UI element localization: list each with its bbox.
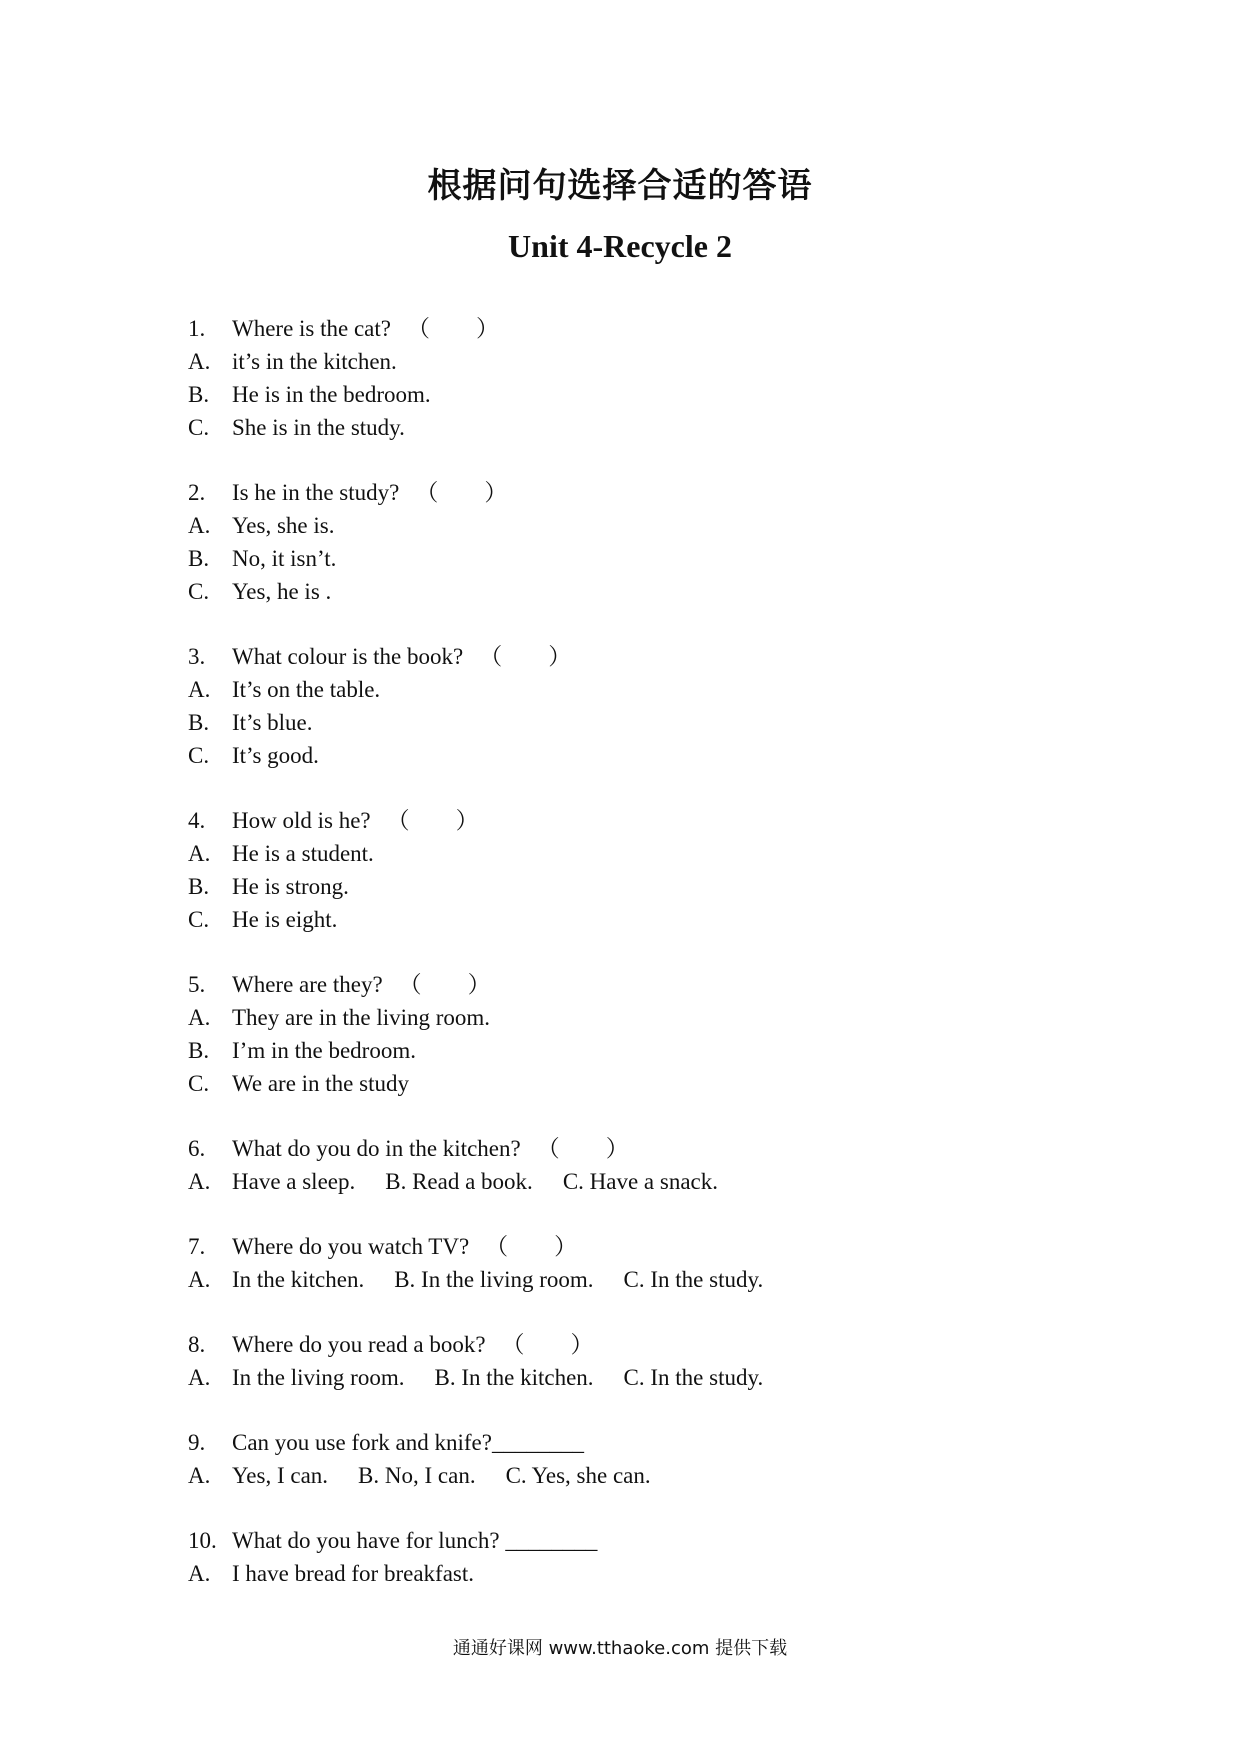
answer-blank[interactable]: （ ） <box>485 1234 578 1259</box>
question-number: 8. <box>188 1332 206 1357</box>
option-text: C. Yes, she can. <box>505 1463 651 1488</box>
answer-blank[interactable]: （ ） <box>407 316 499 341</box>
question-item <box>188 312 1088 444</box>
option-label: A. <box>188 1005 211 1030</box>
question-text: How old is he? <box>232 808 371 833</box>
option-line <box>188 575 1088 608</box>
option-line <box>188 739 1088 772</box>
question-number: 1. <box>188 316 206 341</box>
option-label: C. <box>188 907 210 932</box>
option-text: He is eight. <box>232 907 338 932</box>
question-line <box>188 1230 1088 1263</box>
question-item <box>188 1132 1088 1198</box>
option-text: They are in the living room. <box>232 1005 491 1030</box>
question-text: Where is the cat? <box>232 316 391 341</box>
option-text: C. In the study. <box>623 1267 764 1292</box>
option-line <box>188 1001 1088 1034</box>
option-line <box>188 706 1088 739</box>
option-text: No, it isn’t. <box>232 546 337 571</box>
page-title-chinese: 根据问句选择合适的答语 <box>427 166 813 206</box>
question-item <box>188 804 1088 936</box>
question-text: What do you have for lunch? ________ <box>232 1528 598 1553</box>
question-item <box>188 640 1088 772</box>
option-line <box>188 509 1088 542</box>
option-text: I’m in the bedroom. <box>232 1038 416 1063</box>
option-line <box>188 870 1088 903</box>
question-text: Where are they? <box>232 972 383 997</box>
option-text: He is strong. <box>232 874 349 899</box>
option-label: C. <box>188 743 210 768</box>
question-line <box>188 1132 1088 1165</box>
question-line <box>188 1524 1088 1557</box>
question-item <box>188 1426 1088 1492</box>
question-item <box>188 1524 1088 1590</box>
question-line <box>188 1328 1088 1361</box>
question-text: What do you do in the kitchen? <box>232 1136 521 1161</box>
question-text: Is he in the study? <box>232 480 400 505</box>
option-line <box>188 1557 1088 1590</box>
option-spacer <box>533 1165 563 1198</box>
option-spacer <box>404 1361 434 1394</box>
option-text: B. In the kitchen. <box>434 1365 594 1390</box>
option-line <box>188 1034 1088 1067</box>
option-text: It’s blue. <box>232 710 313 735</box>
question-number: 6. <box>188 1136 206 1161</box>
question-text: Where do you read a book? <box>232 1332 486 1357</box>
answer-blank[interactable]: （ ） <box>501 1332 594 1357</box>
option-text: In the living room. <box>232 1365 405 1390</box>
answer-blank[interactable]: （ ） <box>479 644 572 669</box>
option-text: it’s in the kitchen. <box>232 349 397 374</box>
option-spacer <box>364 1263 394 1296</box>
option-text: He is a student. <box>232 841 374 866</box>
option-label: C. <box>188 579 210 604</box>
option-spacer <box>594 1361 624 1394</box>
option-label: B. <box>188 546 210 571</box>
page-title-unit: Unit 4-Recycle 2 <box>508 228 732 264</box>
option-spacer <box>328 1459 358 1492</box>
question-item <box>188 476 1088 608</box>
question-item <box>188 1230 1088 1296</box>
option-line <box>188 345 1088 378</box>
option-text: It’s on the table. <box>232 677 381 702</box>
option-spacer <box>355 1165 385 1198</box>
option-text: In the kitchen. <box>232 1267 365 1292</box>
option-label: C. <box>188 415 210 440</box>
option-line <box>188 1067 1088 1100</box>
question-line <box>188 312 1088 345</box>
question-number: 10. <box>188 1528 217 1553</box>
question-line <box>188 1426 1088 1459</box>
inline-options-line <box>188 1361 1088 1394</box>
option-label: A. <box>188 349 211 374</box>
question-text: Where do you watch TV? <box>232 1234 470 1259</box>
question-item <box>188 1328 1088 1394</box>
option-label: A. <box>188 1561 211 1586</box>
question-line <box>188 968 1088 1001</box>
option-spacer <box>476 1459 506 1492</box>
option-label: A. <box>188 1463 211 1488</box>
footer-credit: 通通好课网 www.tthaoke.com 提供下载 <box>452 1638 788 1659</box>
option-text: B. No, I can. <box>358 1463 476 1488</box>
question-text: Can you use fork and knife?________ <box>232 1430 584 1455</box>
option-line <box>188 411 1088 444</box>
question-number: 3. <box>188 644 206 669</box>
option-spacer <box>594 1263 624 1296</box>
option-text: C. In the study. <box>623 1365 764 1390</box>
option-text: Have a sleep. <box>232 1169 356 1194</box>
question-line <box>188 804 1088 837</box>
option-text: B. In the living room. <box>394 1267 594 1292</box>
option-label: B. <box>188 874 210 899</box>
option-text: She is in the study. <box>232 415 405 440</box>
inline-options-line <box>188 1459 1088 1492</box>
question-line <box>188 476 1088 509</box>
option-label: A. <box>188 1267 211 1292</box>
option-text: Yes, he is . <box>232 579 332 604</box>
answer-blank[interactable]: （ ） <box>415 480 508 505</box>
question-number: 7. <box>188 1234 206 1259</box>
option-line <box>188 673 1088 706</box>
answer-blank[interactable]: （ ） <box>386 808 479 833</box>
question-number: 2. <box>188 480 206 505</box>
option-label: B. <box>188 1038 210 1063</box>
option-label: C. <box>188 1071 210 1096</box>
option-label: B. <box>188 710 210 735</box>
question-list <box>188 312 1088 1622</box>
answer-blank[interactable]: （ ） <box>536 1136 629 1161</box>
option-line <box>188 542 1088 575</box>
option-label: A. <box>188 1169 211 1194</box>
option-text: We are in the study <box>232 1071 409 1096</box>
question-number: 4. <box>188 808 206 833</box>
option-label: A. <box>188 841 211 866</box>
question-item <box>188 968 1088 1100</box>
option-text: C. Have a snack. <box>562 1169 719 1194</box>
question-line <box>188 640 1088 673</box>
option-label: B. <box>188 382 210 407</box>
option-label: A. <box>188 513 211 538</box>
option-line <box>188 903 1088 936</box>
option-line <box>188 378 1088 411</box>
option-text: Yes, I can. <box>232 1463 329 1488</box>
option-text: B. Read a book. <box>385 1169 533 1194</box>
question-text: What colour is the book? <box>232 644 464 669</box>
inline-options-line <box>188 1165 1088 1198</box>
option-label: A. <box>188 677 211 702</box>
answer-blank[interactable]: （ ） <box>398 972 491 997</box>
option-text: He is in the bedroom. <box>232 382 431 407</box>
question-number: 9. <box>188 1430 206 1455</box>
inline-options-line <box>188 1263 1088 1296</box>
option-text: I have bread for breakfast. <box>232 1561 475 1586</box>
option-line <box>188 837 1088 870</box>
question-number: 5. <box>188 972 206 997</box>
option-text: Yes, she is. <box>232 513 335 538</box>
option-text: It’s good. <box>232 743 319 768</box>
option-label: A. <box>188 1365 211 1390</box>
